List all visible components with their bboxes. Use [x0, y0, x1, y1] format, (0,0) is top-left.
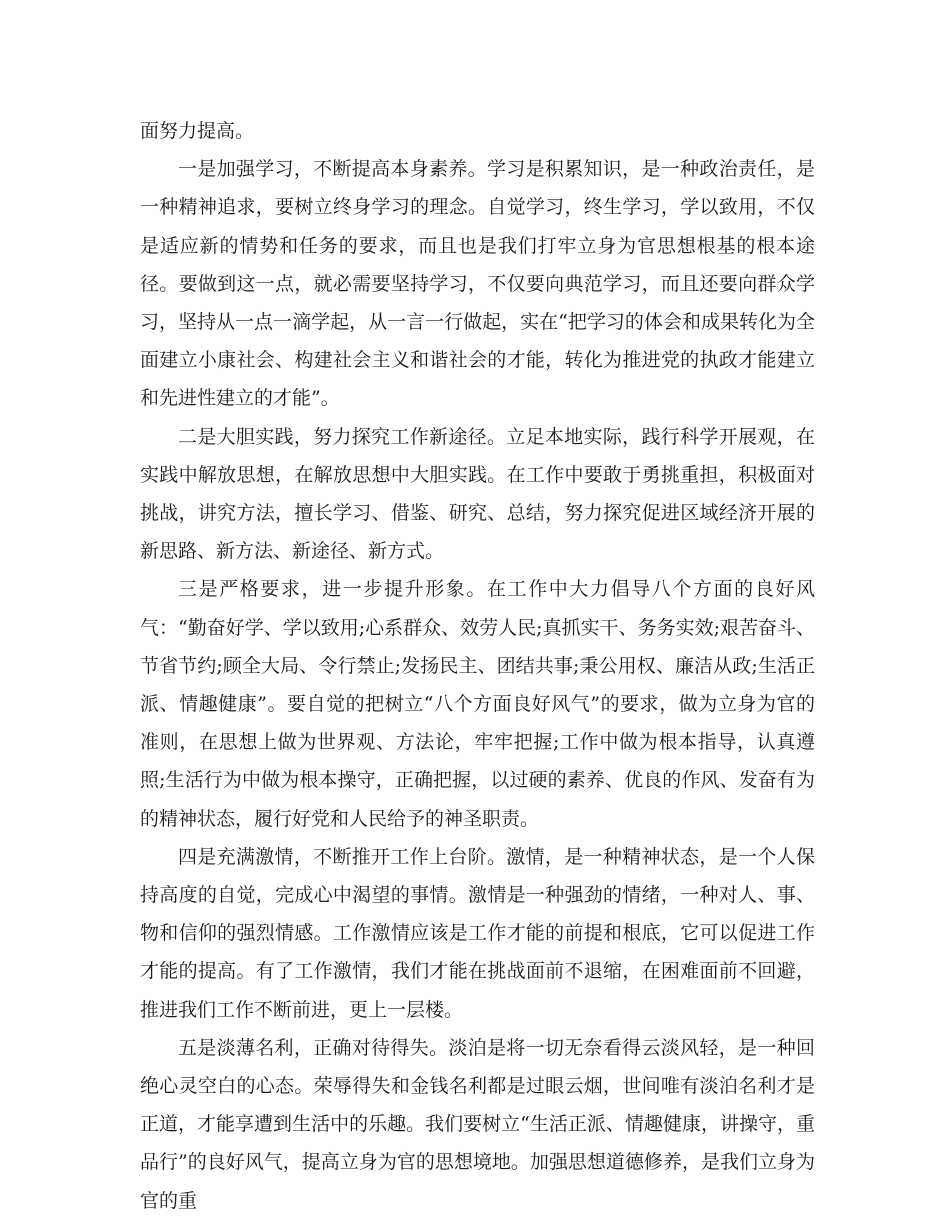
paragraph-practice: 二是大胆实践，努力探究工作新途径。立足本地实际，践行科学开展观，在实践中解放思想，在解放思想中大胆实践。在工作中要敢于勇挑重担，积极面对挑战，讲究方法，擅长学习、借鉴、研究、总结，努力探究促进区域经济开展的新思路、新方法、新途径、新方式。 — [140, 425, 815, 563]
paragraph-study: 一是加强学习，不断提高本身素养。学习是积累知识，是一种政治责任，是一种精神追求，要树立终身学习的理念。自觉学习，终生学习，学以致用，不仅是适应新的情势和任务的要求，而且也是我们打牢立身为官思想根基的根本途径。要做到这一点，就必需要坚持学习，不仅要向典范学习，而且还要向群众学习，坚持从一点一滴学起，从一言一行做起，实在“把学习的体会和成果转化为全面建立小康社会、构建社会主义和谐社会的才能，转化为推进党的执政才能建立和先进性建立的才能”。 — [140, 158, 815, 410]
paragraph-requirements: 三是严格要求，进一步提升形象。在工作中大力倡导八个方面的良好风气：“勤奋好学、学以致用;心系群众、效劳人民;真抓实干、务务实效;艰苦奋斗、节省节约;顾全大局、令行禁止;发扬民主、团结共事;秉公用权、廉洁从政;生活正派、情趣健康”。要自觉的把树立“八个方面良好风气”的要求，做为立身为官的准则，在思想上做为世界观、方法论，牢牢把握;工作中做为根本指导，认真遵照;生活行为中做为根本操守，正确把握，以过硬的素养、优良的作风、发奋有为的精神状态，履行好党和人民给予的神圣职责。 — [140, 578, 815, 830]
paragraph-passion: 四是充满激情，不断推开工作上台阶。激情，是一种精神状态，是一个人保持高度的自觉，完成心中渴望的事情。激情是一种强劲的情绪，一种对人、事、物和信仰的强烈情感。工作激情应该是工作才能的前提和根底，它可以促进工作才能的提高。有了工作激情，我们才能在挑战面前不退缩，在困难面前不回避，推进我们工作不断前进，更上一层楼。 — [140, 845, 815, 1021]
paragraph-fame-and-gain: 五是淡薄名利，正确对待得失。淡泊是将一切无奈看得云淡风轻，是一种回绝心灵空白的心态。荣辱得失和金钱名利都是过眼云烟，世间唯有淡泊名利才是正道，才能享遭到生活中的乐趣。我们要树立“生活正派、情趣健康，讲操守，重品行”的良好风气，提高立身为官的思想境地。加强思想道德修养，是我们立身为官的重 — [140, 1036, 815, 1212]
paragraph-continuation: 面努力提高。 — [140, 120, 255, 142]
document-body — [140, 112, 815, 1220]
